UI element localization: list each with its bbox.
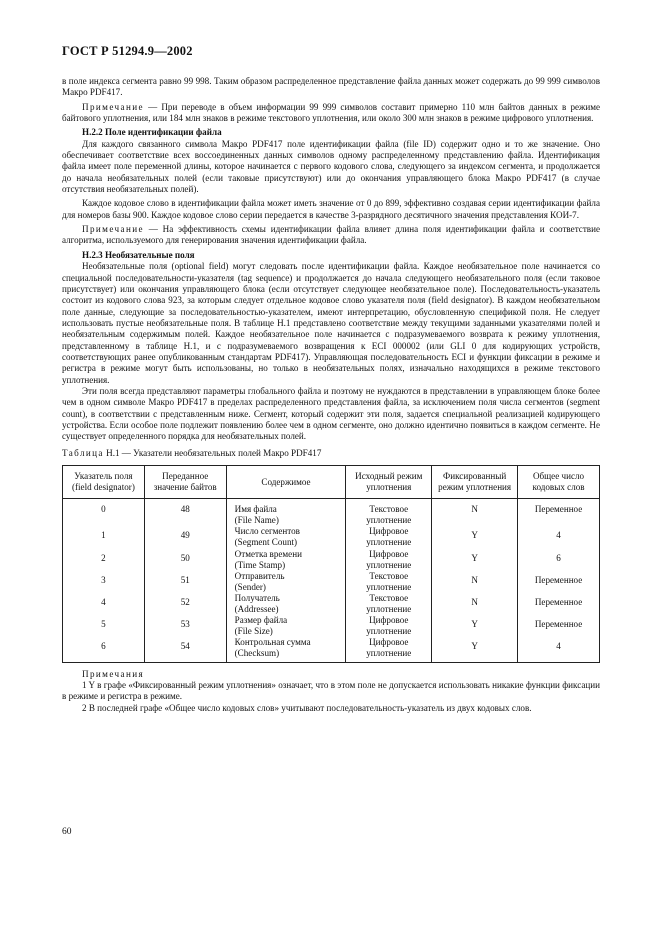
cell-designator: 0 — [63, 499, 145, 527]
cell-content — [226, 593, 346, 615]
table-header-row — [63, 466, 600, 499]
cell-bytes: 53 — [144, 615, 226, 637]
cell-content — [226, 526, 346, 548]
cell-bytes: 51 — [144, 571, 226, 593]
content-line-1: Отправитель — [234, 570, 285, 581]
table-row — [63, 615, 600, 637]
cell-fixed: N — [432, 571, 518, 593]
paragraph-global-params: Эти поля всегда представляют параметры глобального файла и поэтому не нуждаются в представлении в управляющем блоке более чем в одном символе Макро PDF417 в пределах распределенного представления файла, за исключением поля числа сегментов (segment count), в соответствии с представленным ниже. Сегмент, который содержит эти поля, задается специальной реализацией кодирующего устройства. Если особое поле подлежит появлению более чем в одном сегменте, оно должно идентично появиться в каждом сегменте. Не существует определенного порядка для необязательных полей. — [62, 385, 600, 442]
cell-total: 4 — [518, 637, 600, 662]
content-line-2: (File Name) — [234, 515, 279, 526]
mode-line-1: Текстовое — [369, 570, 409, 581]
cell-bytes: 52 — [144, 593, 226, 615]
paragraph-file-id: Для каждого связанного символа Макро PDF417 поле идентификации файла (file ID) содержит одно и то же значение. Оно обеспечивает соответствие всех воссоединенных данных символов одному распределенному представлению файла. Идентификация файла имеет поле переменной длины, которое начинается с первого кодового слова, следующего за индексом сегмента, и продолжается до начала необязательных полей (если таковые присутствуют) или до окончания управляющего блока Макро PDF417 (в случае отсутствия необязательных полей). — [62, 138, 600, 195]
cell-total: 6 — [518, 549, 600, 571]
mode-line-1: Цифровое — [369, 526, 409, 537]
content-line-2: (Addressee) — [234, 604, 279, 615]
mode-line-2: уплотнение — [366, 537, 412, 548]
mode-line-2: уплотнение — [366, 626, 412, 637]
mode-line-1: Цифровое — [369, 637, 409, 648]
cell-fixed: Y — [432, 637, 518, 662]
header-byte-value: Переданное значение байтов — [144, 466, 226, 499]
note-item-2: 2 В последней графе «Общее число кодовых слов» учитывают последовательность-указатель из двух кодовых слов. — [82, 702, 532, 713]
cell-initial-mode — [346, 549, 432, 571]
notes-label — [62, 669, 600, 680]
cell-total: Переменное — [518, 593, 600, 615]
mode-line-2: уплотнение — [366, 604, 412, 615]
table-row — [63, 637, 600, 662]
section-heading-h23: Н.2.3 Необязательные поля — [82, 249, 195, 260]
mode-line-2: уплотнение — [366, 559, 412, 570]
cell-fixed: Y — [432, 615, 518, 637]
content-line-1: Имя файла — [234, 504, 277, 515]
cell-content — [226, 549, 346, 571]
cell-initial-mode — [346, 571, 432, 593]
note-1-label: Примечание — [82, 101, 144, 112]
page-body — [62, 76, 600, 714]
cell-initial-mode — [346, 526, 432, 548]
header-content: Содержимое — [226, 466, 346, 499]
cell-bytes: 48 — [144, 499, 226, 527]
mode-line-1: Цифровое — [369, 548, 409, 559]
cell-fixed: Y — [432, 549, 518, 571]
cell-fixed: N — [432, 499, 518, 527]
cell-content — [226, 571, 346, 593]
table-row — [63, 571, 600, 593]
cell-content — [226, 615, 346, 637]
paragraph-codeword: Каждое кодовое слово в идентификации файла может иметь значение от 0 до 899, эффективно создавая серии идентификации файла для номеров базы 900. Каждое кодовое слово серии передается в качестве 3-разрядного десятичного значения представления КОИ-7. — [62, 198, 600, 220]
cell-designator: 5 — [63, 615, 145, 637]
header-fixed-mode: Фиксированный режим уплотнения — [432, 466, 518, 499]
content-line-1: Число сегментов — [234, 526, 300, 537]
content-line-2: (Sender) — [234, 581, 266, 592]
cell-initial-mode — [346, 499, 432, 527]
content-line-1: Размер файла — [234, 615, 288, 626]
cell-bytes: 50 — [144, 549, 226, 571]
cell-bytes: 54 — [144, 637, 226, 662]
table-row — [63, 499, 600, 527]
cell-designator: 2 — [63, 549, 145, 571]
content-line-1: Контрольная сумма — [234, 637, 311, 648]
content-line-2: (Checksum) — [234, 648, 280, 659]
paragraph-optional-fields: Необязательные поля (optional field) могут следовать после идентификации файла. Каждое необязательное поле начинается со специальной последовательности-указателя (tag sequence) и продолжается до начала следующего необязательного поля (если таковое присутствует) или окончания управляющего блока (если отсутствует следующее необязательное поле). Последовательность-указатель состоит из кодового слова 923, за которым следует отдельное кодовое слово указателя поля (field designator). В каждом необязательном поле данные, следующие за последовательностью-указателем, имеют интерпретацию, обусловленную спецификой поля. Не следует использовать пустые необязательные поля. В таблице Н.1 представлено соответствие между текущими заданными указателями полей и необязательным содержимым полей. Каждое необязательное поле начинается с подразумеваемого возврата к режиму уплотнения, представленному в таблице Н.1, и с подразумеваемого возвращения к ECI 000002 (или GLI 0 для кодирующих устройств, соответствующих ранее опубликованным стандартам PDF417). Управляющая последовательность ECI и функции фиксации в режиме и регистра в режиме могут быть использованы, но только в необязательных полях, изначально находящихся в режиме текстового уплотнения. — [62, 261, 600, 385]
note-item-1: 1 Y в графе «Фиксированный режим уплотнения» означает, что в этом поле не допускается использовать никакие функции фиксации в режиме и регистра в режиме. — [62, 679, 600, 702]
note-1-text: — При переводе в объем информации 99 999 символов составит примерно 110 млн байтов данных в режиме байтового уплотнения, или 184 млн знаков в режиме текстового уплотнения, или около 300 млн знаков в режиме цифрового уплотнения. — [62, 101, 600, 124]
note-2 — [62, 224, 600, 247]
mode-line-2: уплотнение — [366, 648, 412, 659]
cell-total: Переменное — [518, 615, 600, 637]
table-row — [63, 549, 600, 571]
note-2-label: Примечание — [82, 224, 144, 235]
paragraph-continuation: в поле индекса сегмента равно 99 998. Таким образом распределенное представление файла данных может содержать до 99 999 символов Макро PDF417. — [62, 76, 600, 98]
optional-fields-table — [62, 465, 600, 663]
standard-header: ГОСТ Р 51294.9—2002 — [62, 44, 193, 58]
cell-content — [226, 637, 346, 662]
cell-designator: 6 — [63, 637, 145, 662]
cell-designator: 4 — [63, 593, 145, 615]
content-line-2: (Segment Count) — [234, 537, 298, 548]
header-initial-mode: Исходный режим уплотнения — [346, 466, 432, 499]
cell-initial-mode — [346, 593, 432, 615]
page-number: 60 — [62, 827, 72, 837]
cell-initial-mode — [346, 637, 432, 662]
cell-designator: 1 — [63, 526, 145, 548]
table-row — [63, 526, 600, 548]
cell-content — [226, 499, 346, 527]
content-line-1: Отметка времени — [234, 548, 302, 559]
table-caption-label: Таблица — [62, 447, 104, 458]
note-1 — [62, 102, 600, 125]
cell-total: 4 — [518, 526, 600, 548]
cell-designator: 3 — [63, 571, 145, 593]
cell-fixed: N — [432, 593, 518, 615]
note-2-text: — На эффективность схемы идентификации файла влияет длина поля идентификации файла и соответствие алгоритма, используемого для генерирования значения идентификации файла. — [62, 224, 600, 246]
table-caption-text: Н.1 — Указатели необязательных полей Макро PDF417 — [103, 447, 322, 458]
cell-total: Переменное — [518, 499, 600, 527]
section-heading-h22: Н.2.2 Поле идентификации файла — [82, 127, 222, 138]
header-field-designator: Указатель поля (field designator) — [63, 466, 145, 499]
content-line-2: (File Size) — [234, 626, 273, 637]
cell-fixed: Y — [432, 526, 518, 548]
content-line-2: (Time Stamp) — [234, 559, 286, 570]
mode-line-2: уплотнение — [366, 515, 412, 526]
cell-total: Переменное — [518, 571, 600, 593]
cell-initial-mode — [346, 615, 432, 637]
notes-label-text: Примечания — [82, 668, 145, 679]
table-caption — [62, 448, 600, 459]
cell-bytes: 49 — [144, 526, 226, 548]
mode-line-2: уплотнение — [366, 581, 412, 592]
mode-line-1: Текстовое — [369, 592, 409, 603]
header-total-codewords: Общее число кодовых слов — [518, 466, 600, 499]
mode-line-1: Текстовое — [369, 504, 409, 515]
content-line-1: Получатель — [234, 592, 280, 603]
mode-line-1: Цифровое — [369, 615, 409, 626]
table-row — [63, 593, 600, 615]
